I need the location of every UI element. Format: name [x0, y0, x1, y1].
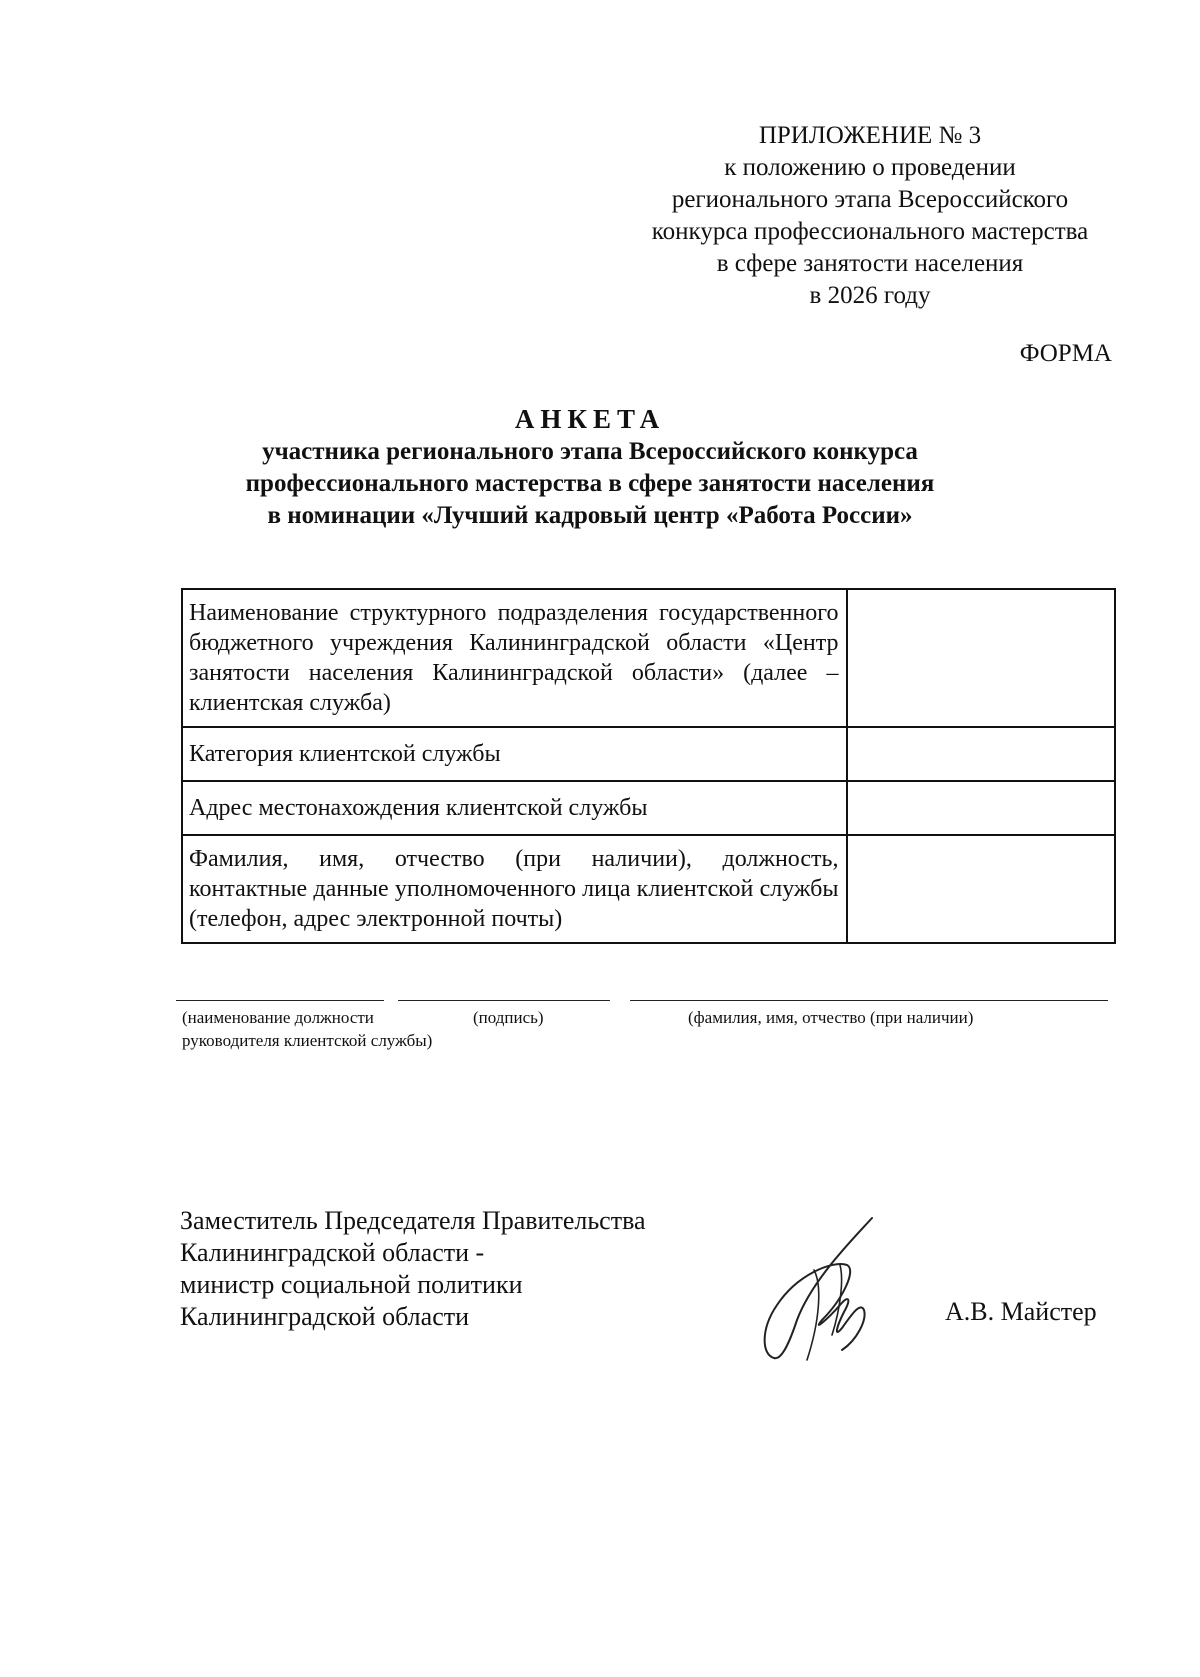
appendix-line: в сфере занятости населения	[716, 250, 1024, 277]
table-row	[182, 835, 1115, 943]
approver-line: Калининградской области	[180, 1302, 470, 1331]
appendix-line: в 2026 году	[809, 282, 931, 309]
appendix-line: конкурса профессионального мастерства	[651, 218, 1089, 245]
appendix-line: к положению о проведении	[724, 154, 1016, 181]
title-line: в номинации «Лучший кадровый центр «Работа России»	[267, 502, 913, 529]
appendix-title: ПРИЛОЖЕНИЕ № 3	[758, 122, 982, 149]
caption-name: (фамилия, имя, отчество (при наличии)	[688, 1008, 974, 1027]
row-value-cell[interactable]	[847, 589, 1115, 727]
caption-position	[182, 1006, 432, 1052]
appendix-line: регионального этапа Всероссийского	[671, 186, 1069, 213]
row-value-cell[interactable]	[847, 835, 1115, 943]
table-row	[182, 781, 1115, 835]
row-value-cell[interactable]	[847, 781, 1115, 835]
name-line	[630, 1000, 1108, 1001]
form-label: ФОРМА	[1019, 340, 1112, 367]
approver-title	[180, 1205, 646, 1333]
row-label: Фамилия, имя, отчество (при наличии), должность, контактные данные уполномоченного лица клиентской службы (телефон, адрес электронной почты)	[182, 835, 847, 943]
approver-line: Калининградской области -	[180, 1238, 485, 1267]
signer-name: А.В. Майстер	[945, 1297, 1097, 1326]
appendix-header	[640, 120, 1100, 312]
row-label: Адрес местонахождения клиентской службы	[182, 781, 847, 835]
caption-signature: (подпись)	[473, 1008, 544, 1027]
document-title	[150, 402, 1030, 532]
caption-position-line: (наименование должности	[182, 1008, 374, 1027]
row-value-cell[interactable]	[847, 727, 1115, 781]
caption-position-line: руководителя клиентской службы)	[182, 1031, 433, 1050]
approver-line: министр социальной политики	[180, 1270, 523, 1299]
title-line: профессионального мастерства в сфере занятости населения	[245, 470, 935, 497]
approver-line: Заместитель Председателя Правительства	[180, 1206, 646, 1235]
handwritten-signature	[752, 1210, 902, 1370]
title-line: участника регионального этапа Всероссийского конкурса	[262, 438, 918, 465]
row-label: Наименование структурного подразделения государственного бюджетного учреждения Калининградской области «Центр занятости населения Калининградской области» (далее – клиентская служба)	[182, 589, 847, 727]
position-line	[176, 1000, 384, 1001]
table-row	[182, 589, 1115, 727]
signature-line	[398, 1000, 610, 1001]
table-row	[182, 727, 1115, 781]
title-main: АНКЕТА	[514, 404, 666, 434]
row-label: Категория клиентской службы	[182, 727, 847, 781]
questionnaire-table	[181, 588, 1116, 944]
